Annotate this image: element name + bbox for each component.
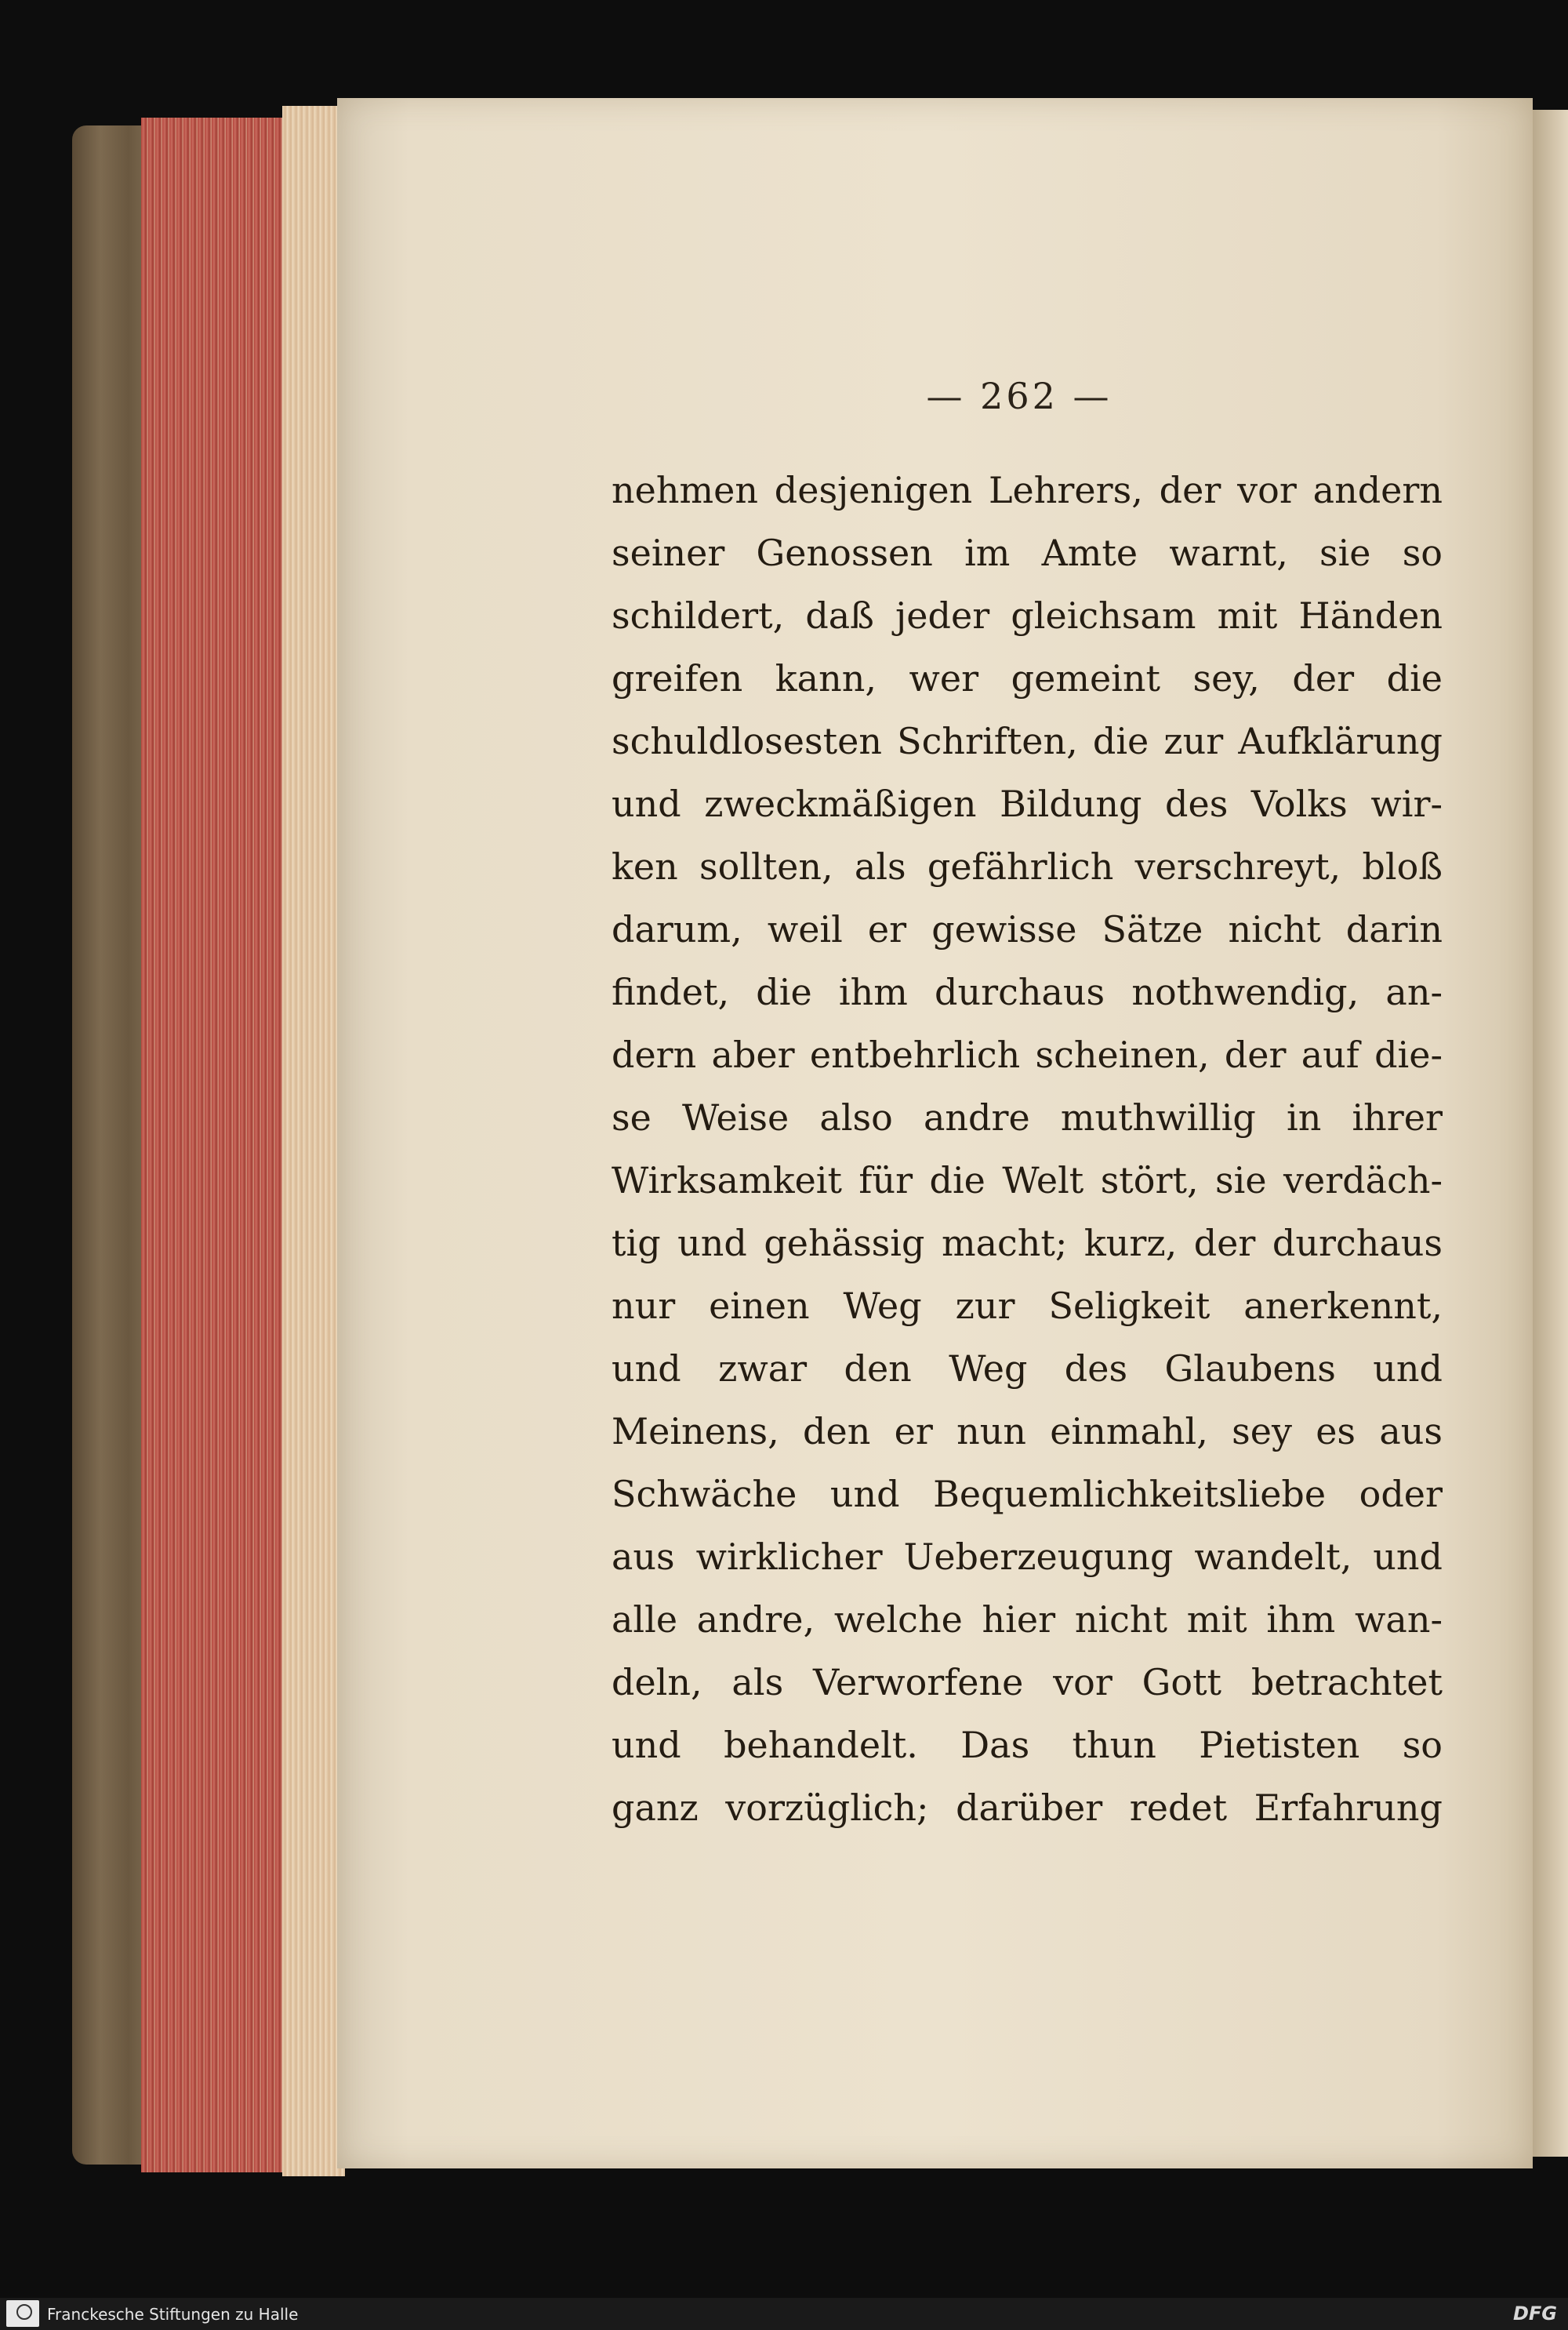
text-line: tig und gehässig macht; kurz, der durchaus: [612, 1222, 1443, 1264]
institution-logo-icon: [6, 2300, 39, 2327]
text-line: dern aber entbehrlich scheinen, der auf die-: [612, 1034, 1443, 1076]
text-line: und behandelt. Das thun Pietisten so: [612, 1724, 1443, 1766]
text-line: schuldlosesten Schriften, die zur Aufklärung: [612, 720, 1443, 762]
body-text: [612, 459, 1443, 1839]
text-line: deln, als Verworfene vor Gott betrachtet: [612, 1661, 1443, 1703]
text-line: alle andre, welche hier nicht mit ihm wan-: [612, 1598, 1443, 1641]
text-line: schildert, daß jeder gleichsam mit Händen: [612, 594, 1443, 637]
text-line: nehmen desjenigen Lehrers, der vor andern: [612, 469, 1443, 511]
text-line: und zweckmäßigen Bildung des Volks wir-: [612, 783, 1443, 825]
footer-institution: Franckesche Stiftungen zu Halle: [47, 2305, 299, 2324]
text-line: Meinens, den er nun einmahl, sey es aus: [612, 1410, 1443, 1452]
text-line: nur einen Weg zur Seligkeit anerkennt,: [612, 1285, 1443, 1327]
footer-dfg-logo: DFG: [1512, 2303, 1557, 2325]
text-line: aus wirklicher Ueberzeugung wandelt, und: [612, 1536, 1443, 1578]
text-line: Wirksamkeit für die Welt stört, sie verdäch-: [612, 1159, 1443, 1201]
text-line: Schwäche und Bequemlichkeitsliebe oder: [612, 1473, 1443, 1515]
page-number: — 262 —: [926, 375, 1112, 417]
text-line: seiner Genossen im Amte warnt, sie so: [612, 532, 1443, 574]
text-line: greifen kann, wer gemeint sey, der die: [612, 657, 1443, 700]
text-line: und zwar den Weg des Glaubens und: [612, 1347, 1443, 1390]
text-line: ken sollten, als gefährlich verschreyt, bloß: [612, 845, 1443, 888]
text-line: findet, die ihm durchaus nothwendig, an-: [612, 971, 1443, 1013]
text-line: darum, weil er gewisse Sätze nicht darin: [612, 908, 1443, 951]
facing-page-edge: [1533, 110, 1568, 2157]
text-line: ganz vorzüglich; darüber redet Erfahrung: [612, 1787, 1443, 1829]
page-edges-light: [282, 106, 345, 2176]
text-line: se Weise also andre muthwillig in ihrer: [612, 1096, 1443, 1139]
